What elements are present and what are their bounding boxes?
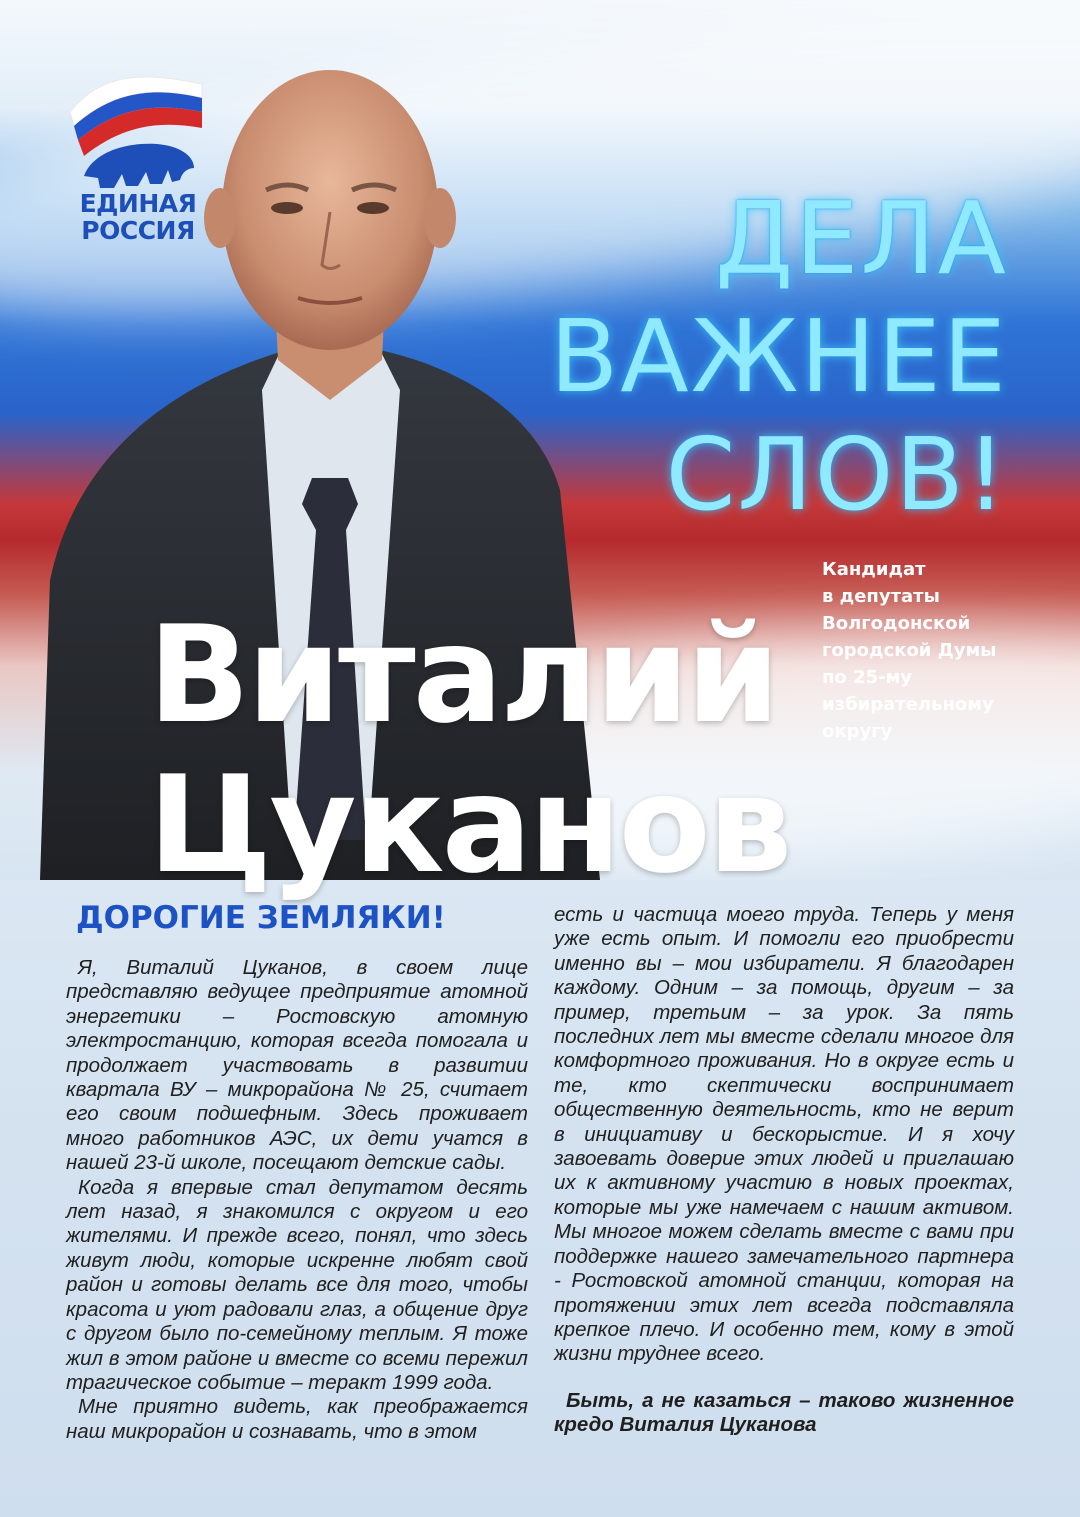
candidate-line: по 25-му bbox=[822, 667, 913, 688]
candidate-line: в депутаты bbox=[822, 586, 940, 607]
first-name: Виталий bbox=[148, 597, 778, 753]
slogan-line: ВАЖНЕЕ bbox=[549, 298, 1008, 415]
candidate-description bbox=[822, 556, 1042, 745]
candidate-line: избирательному bbox=[822, 694, 994, 715]
slogan bbox=[550, 180, 1008, 534]
text-column-right bbox=[554, 903, 1014, 1438]
credo: Быть, а не казаться – таково жизненное кредо Виталия Цуканова bbox=[554, 1388, 1014, 1437]
last-name: Цуканов bbox=[148, 747, 790, 903]
candidate-line: городской Думы bbox=[822, 640, 997, 661]
paragraph: Мне приятно видеть, как преображается наш микрорайон и сознавать, что в этом bbox=[66, 1395, 528, 1443]
slogan-line: ДЕЛА bbox=[715, 180, 1008, 297]
party-name-line: ЕДИНАЯ bbox=[79, 189, 197, 218]
candidate-name bbox=[148, 597, 790, 903]
candidate-line: округу bbox=[822, 721, 893, 742]
party-name-line: РОССИЯ bbox=[81, 216, 195, 245]
slogan-line: СЛОВ! bbox=[665, 416, 1008, 533]
paragraph: Когда я впервые стал депутатом десять лет назад, я знакомился с округом и его жителями. И прежде всего, понял, что здесь живут люди, которые искренне любят свой район и готовы делать все для того, чтобы красота и уют радовали глаз, а общение друг с другом было по-семейному теплым. Я тоже жил в этом районе и вместе со всеми пережил трагическое событие – теракт 1999 года. bbox=[66, 1175, 528, 1394]
paragraph: Я, Виталий Цуканов, в своем лице представляю ведущее предприятие атомной энергетики – Ростовскую атомную электростанцию, которая всегда помогала и продолжает участвовать в развитии квартала ВУ – микрорайона № 25, считает его своим подшефным. Здесь проживает много работников АЭС, их дети учатся в нашей 23-й школе, посещают детские сады. bbox=[66, 956, 528, 1175]
candidate-line: Волгодонской bbox=[822, 613, 971, 634]
candidate-line: Кандидат bbox=[822, 559, 926, 580]
paragraph: есть и частица моего труда. Теперь у меня уже есть опыт. И помогли его приобрести именно вы – мои избиратели. Я благодарен каждому. Одним – за помощь, другим – за пример, третьим – за урок. За пять последних лет мы вместе сделали многое для комфортного проживания. Но в округе есть и те, кто скептически воспринимает общественную деятельность, кто не верит в инициативу и бескорыстие. И я хочу завоевать доверие этих людей и приглашаю их к активному участию в новых проектах, которые мы уже намечаем с нашим активом. Мы многое можем сделать вместе с вами при поддержке нашего замечательного партнера - Ростовской атомной станции, которая на протяжении этих лет всегда подставляла крепкое плечо. И особенно тем, кому в этой жизни труднее всего. bbox=[554, 903, 1014, 1366]
text-column-left bbox=[66, 956, 528, 1444]
greeting-heading: ДОРОГИЕ ЗЕМЛЯКИ! bbox=[76, 900, 446, 936]
